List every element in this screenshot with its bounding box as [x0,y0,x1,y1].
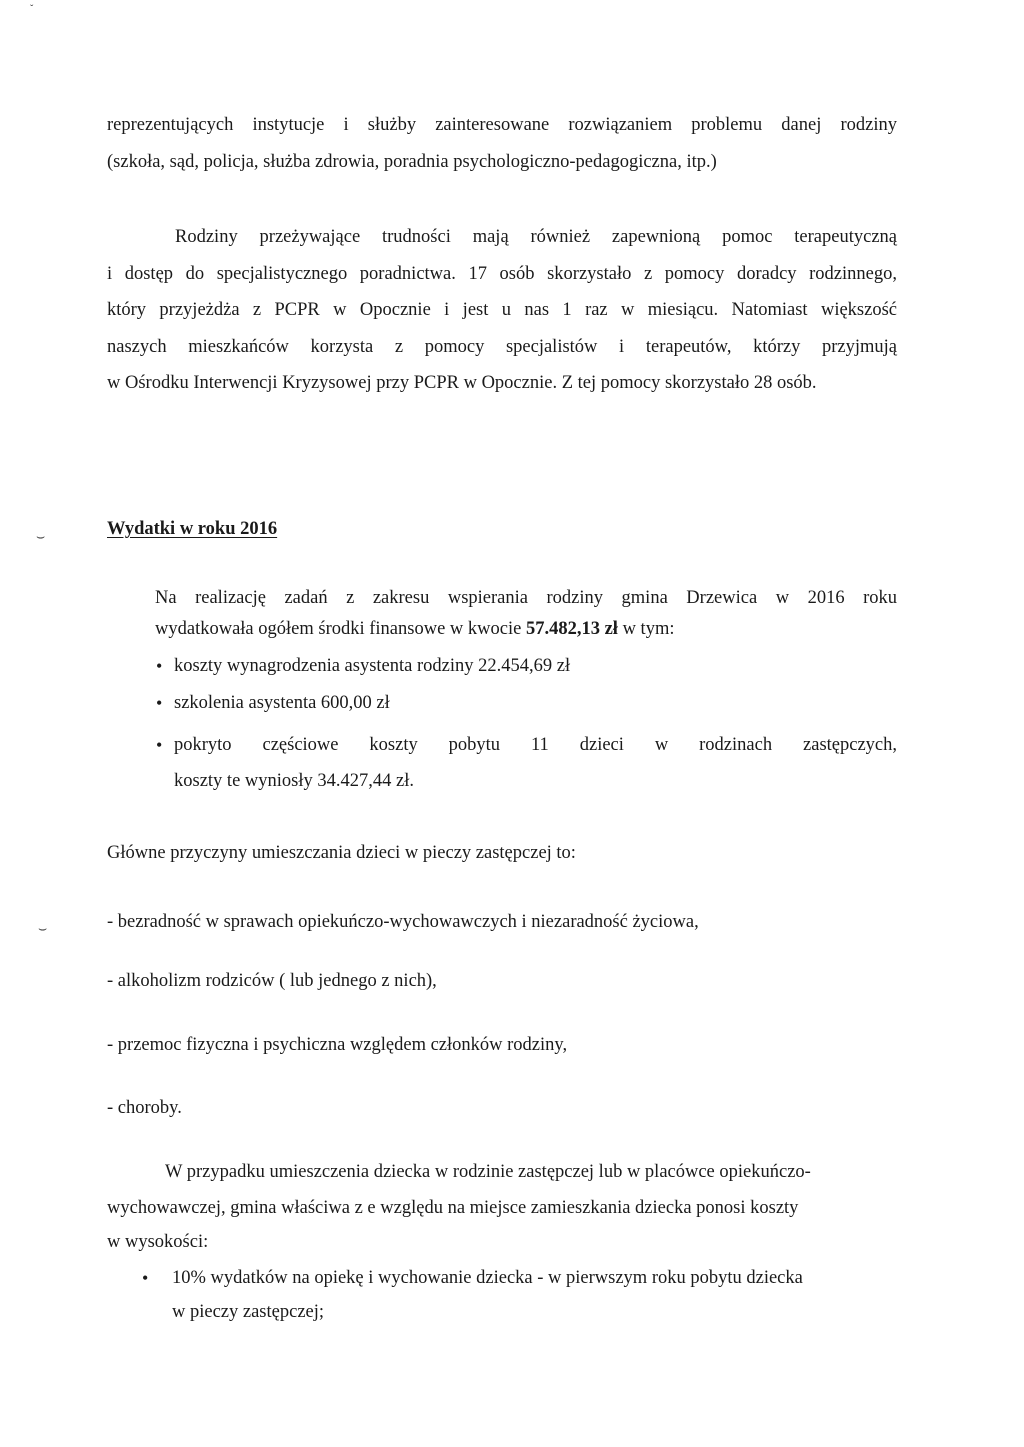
placement-bullet-1-line1: 10% wydatków na opiekę i wychowanie dziecka - w pierwszym roku pobytu dziecka [172,1268,803,1288]
causes-item-4: - choroby. [107,1098,182,1118]
paragraph2-line5: w Ośrodku Interwencji Kryzysowej przy PCPR w Opocznie. Z tej pomocy skorzystało 28 osób. [107,373,817,393]
expenses-bullet-1: koszty wynagrodzenia asystenta rodziny 22.454,69 zł [174,656,571,676]
paragraph2-line2: i dostęp do specjalistycznego poradnictwa. 17 osób skorzystało z pomocy doradcy rodzinnego, [107,264,897,284]
scan-artifact-mark: ˇ [30,4,34,15]
expenses-bullet-3-cont: koszty te wyniosły 34.427,44 zł. [174,771,414,791]
bullet-dot-icon: • [142,1268,149,1288]
placement-line2: wychowawczej, gmina właściwa z e względu na miejsce zamieszkania dziecka ponosi koszty [107,1198,799,1218]
scan-artifact-mark: ⌣ [36,530,46,545]
expenses-bullet-3: pokryto częściowe koszty pobytu 11 dzieci w rodzinach zastępczych, [174,735,897,755]
scan-artifact-mark: ⌣ [38,922,48,937]
causes-item-1: - bezradność w sprawach opiekuńczo-wychowawczych i niezaradność życiowa, [107,912,699,932]
placement-line1: W przypadku umieszczenia dziecka w rodzinie zastępczej lub w placówce opiekuńczo- [165,1162,811,1182]
expenses-total-amount: 57.482,13 zł [525,619,618,639]
causes-item-3: - przemoc fizyczna i psychiczna względem członków rodziny, [107,1035,568,1055]
expenses-intro-suffix: w tym: [617,619,675,639]
paragraph2-line1: Rodziny przeżywające trudności mają również zapewnioną pomoc terapeutyczną [175,227,897,247]
expenses-intro-line2 [155,617,674,641]
expenses-intro-line1: Na realizację zadań z zakresu wspierania rodziny gmina Drzewica w 2016 roku [155,588,897,608]
paragraph1-line1: reprezentujących instytucje i służby zainteresowane rozwiązaniem problemu danej rodziny [107,115,897,135]
causes-item-2: - alkoholizm rodziców ( lub jednego z nich), [107,971,437,991]
placement-bullet-1-line2: w pieczy zastępczej; [172,1302,325,1322]
paragraph2-line3: który przyjeżdża z PCPR w Opocznie i jest u nas 1 raz w miesiącu. Natomiast większość [107,300,897,320]
bullet-dot-icon: • [156,693,163,713]
bullet-dot-icon: • [156,656,163,676]
paragraph1-line2: (szkoła, sąd, policja, służba zdrowia, poradnia psychologiczno-pedagogiczna, itp.) [107,152,717,172]
causes-intro: Główne przyczyny umieszczania dzieci w pieczy zastępczej to: [107,843,576,863]
paragraph2-line4: naszych mieszkańców korzysta z pomocy specjalistów i terapeutów, którzy przyjmują [107,337,897,357]
section-heading: Wydatki w roku 2016 [107,519,278,539]
expenses-intro-prefix: wydatkowała ogółem środki finansowe w kwocie [155,619,526,639]
placement-line3: w wysokości: [107,1232,209,1252]
bullet-dot-icon: • [156,735,163,755]
expenses-bullet-2: szkolenia asystenta 600,00 zł [174,693,390,713]
